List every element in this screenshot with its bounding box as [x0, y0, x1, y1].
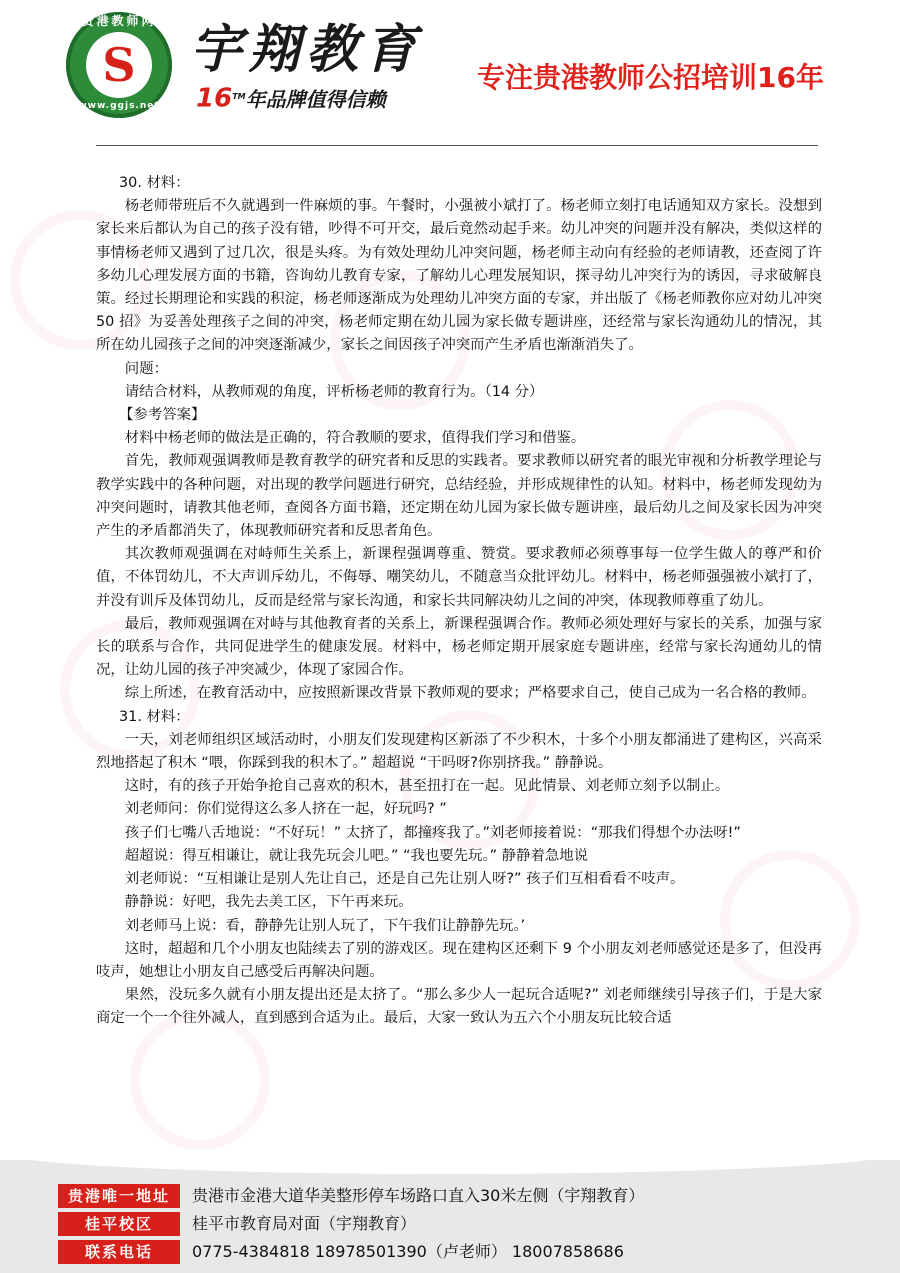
footer-label: 贵港唯一地址 — [58, 1184, 180, 1208]
logo-emblem — [66, 12, 172, 118]
paragraph: 果然，没玩多久就有小朋友提出还是太挤了。“那么多少人一起玩合适呢?” 刘老师继续引导孩子们，于是大家商定一个一个往外减人，直到感到合适为止。最后，大家一致认为五六个小朋友玩比较合适 — [96, 987, 822, 1027]
footer-row-campus — [58, 1212, 858, 1238]
paragraph: 刘老师说：“互相谦让是别人先让自己，还是自己先让别人呀?” 孩子们互相看看不吱声。 — [124, 871, 685, 888]
logo-arc-text: 贵港教师网 — [81, 14, 157, 28]
question-31-heading: 31. 材料： — [119, 708, 190, 725]
document-body — [96, 172, 822, 1031]
paragraph: 一天，刘老师组织区域活动时，小朋友们发现建构区新添了不少积木，十多个小朋友都涌进了建构区，兴高采烈地搭起了积木 “喂，你踩到我的积木了。” 超超说 “干吗呀?你别挤我。” 静静说。 — [96, 731, 822, 772]
paragraph: 综上所述，在教育活动中，应按照新课改背景下教师观的要求；严格要求自己，使自己成为一名合格的教师。 — [124, 685, 816, 702]
footer-value: 0775-4384818 18978501390（卢老师） 18007858686 — [192, 1242, 624, 1261]
page-footer — [0, 1160, 900, 1273]
question-30-heading: 30. 材料： — [119, 175, 190, 191]
paragraph: 这时，超超和几个小朋友也陆续去了别的游戏区。现在建构区还剩下 9 个小朋友刘老师感觉还是多了，但没再吱声，她想让小朋友自己感受后再解决问题。 — [96, 940, 822, 980]
header-divider — [96, 145, 818, 146]
slogan-text: 年品牌值得信赖 — [245, 87, 386, 112]
slogan-trademark: TM — [232, 92, 246, 101]
footer-row-phone — [58, 1240, 858, 1266]
paragraph: 超超说：得互相谦让，就让我先玩会儿吧。” “我也要先玩。” 静静着急地说 — [124, 847, 589, 864]
watermark-circle — [130, 1010, 270, 1150]
footer-curve — [0, 1152, 900, 1174]
page-header — [0, 0, 900, 150]
footer-value: 桂平市教育局对面（宇翔教育） — [192, 1214, 417, 1233]
logo-url: www.ggjs.net — [78, 101, 160, 111]
paragraph: 刘老师问：你们觉得这么多人挤在一起，好玩吗? ” — [124, 801, 447, 818]
question-label: 问题： — [124, 360, 168, 377]
paragraph: 这时，有的孩子开始争抢自己喜欢的积木，甚至扭打在一起。见此情景、刘老师立刻予以制止。 — [124, 778, 730, 795]
footer-label: 联系电话 — [58, 1240, 180, 1264]
brand-slogan — [196, 84, 386, 113]
paragraph: 孩子们七嘴八舌地说：“不好玩！” 太挤了，都撞疼我了。”刘老师接着说：“那我们得想个办法呀!” — [124, 824, 741, 841]
question-prompt: 请结合材料，从教师观的角度，评析杨老师的教育行为。（14 分） — [124, 383, 544, 400]
brand-tagline: 专注贵港教师公招培训16年 — [477, 61, 824, 94]
paragraph: 其次教师观强调在对峙师生关系上，新课程强调尊重、赞赏。要求教师必须尊事每一位学生做人的尊严和价值，不体罚幼儿，不大声训斥幼儿，不侮辱、嘲笑幼儿，不随意当众批评幼儿。材料中，杨老师强强被小斌打了，并没有训斥及体罚幼儿，反而是经常与家长沟通，和家长共同解决幼儿之间的冲突，体现教师尊重了幼儿。 — [96, 546, 822, 609]
paragraph: 首先，教师观强调教师是教育教学的研究者和反思的实践者。要求教师以研究者的眼光审视和分析教学理论与教学实践中的各种问题，对出现的教学问题进行研究，总结经验，并形成规律性的认知。材料中，杨老师发现幼为冲突问题时，请教其他老师，查阅各方面书籍，还定期在幼儿园为家长做专题讲座，最后幼儿之间及家长因为冲突产生的矛盾都消失了，体现教师研究者和反思者角色。 — [96, 453, 822, 540]
footer-label: 桂平校区 — [58, 1212, 180, 1236]
slogan-number: 16 — [196, 83, 233, 114]
brand-name: 宇翔教育 — [190, 19, 423, 80]
logo-letter: S — [102, 38, 136, 92]
paragraph: 杨老师带班后不久就遇到一件麻烦的事。午餐时，小强被小斌打了。杨老师立刻打电话通知双方家长。没想到家长来后都认为自己的孩子没有错，吵得不可开交，最后竟然动起手来。幼儿冲突的问题并没有解决，类似这样的事情杨老师又遇到了过几次，很是头疼。为有效处理幼儿冲突问题，杨老师主动向有经验的老师请教，还查阅了许多幼儿心理发展方面的书籍，咨询幼儿教育专家，了解幼儿心理发展知识，探寻幼儿冲突行为的诱因，寻求破解良策。经过长期理论和实践的积淀，杨老师逐渐成为处理幼儿冲突方面的专家，并出版了《杨老师教你应对幼儿冲突 50 招》为妥善处理孩子之间的冲突，杨老师定期在幼儿园为家长做专题讲座，还经常与家长沟通幼儿的情况，其所在幼儿园孩子之间的冲突逐渐减少，家长之间因孩子冲突而产生矛盾也渐渐消失了。 — [96, 198, 822, 354]
paragraph: 静静说：好吧，我先去美工区，下午再来玩。 — [124, 894, 413, 911]
paragraph: 材料中杨老师的做法是正确的，符合教顺的要求，值得我们学习和借鉴。 — [124, 430, 586, 447]
paragraph: 刘老师马上说：看，静静先让别人玩了，下午我们让静静先玩。’ — [124, 917, 526, 934]
paragraph: 最后，教师观强调在对峙与其他教育者的关系上，新课程强调合作。教师必须处理好与家长的关系，加强与家长的联系与合作，共同促进学生的健康发展。材料中，杨老师定期开展家庭专题讲座，经常与家长沟通幼儿的情况，让幼儿园的孩子冲突减少，体现了家园合作。 — [96, 615, 822, 679]
reference-answer-heading: 【参考答案】 — [119, 407, 206, 424]
footer-value: 贵港市金港大道华美整形停车场路口直入30米左侧（宇翔教育） — [192, 1186, 645, 1205]
logo-inner-disc — [86, 32, 152, 98]
footer-row-address — [58, 1184, 858, 1210]
